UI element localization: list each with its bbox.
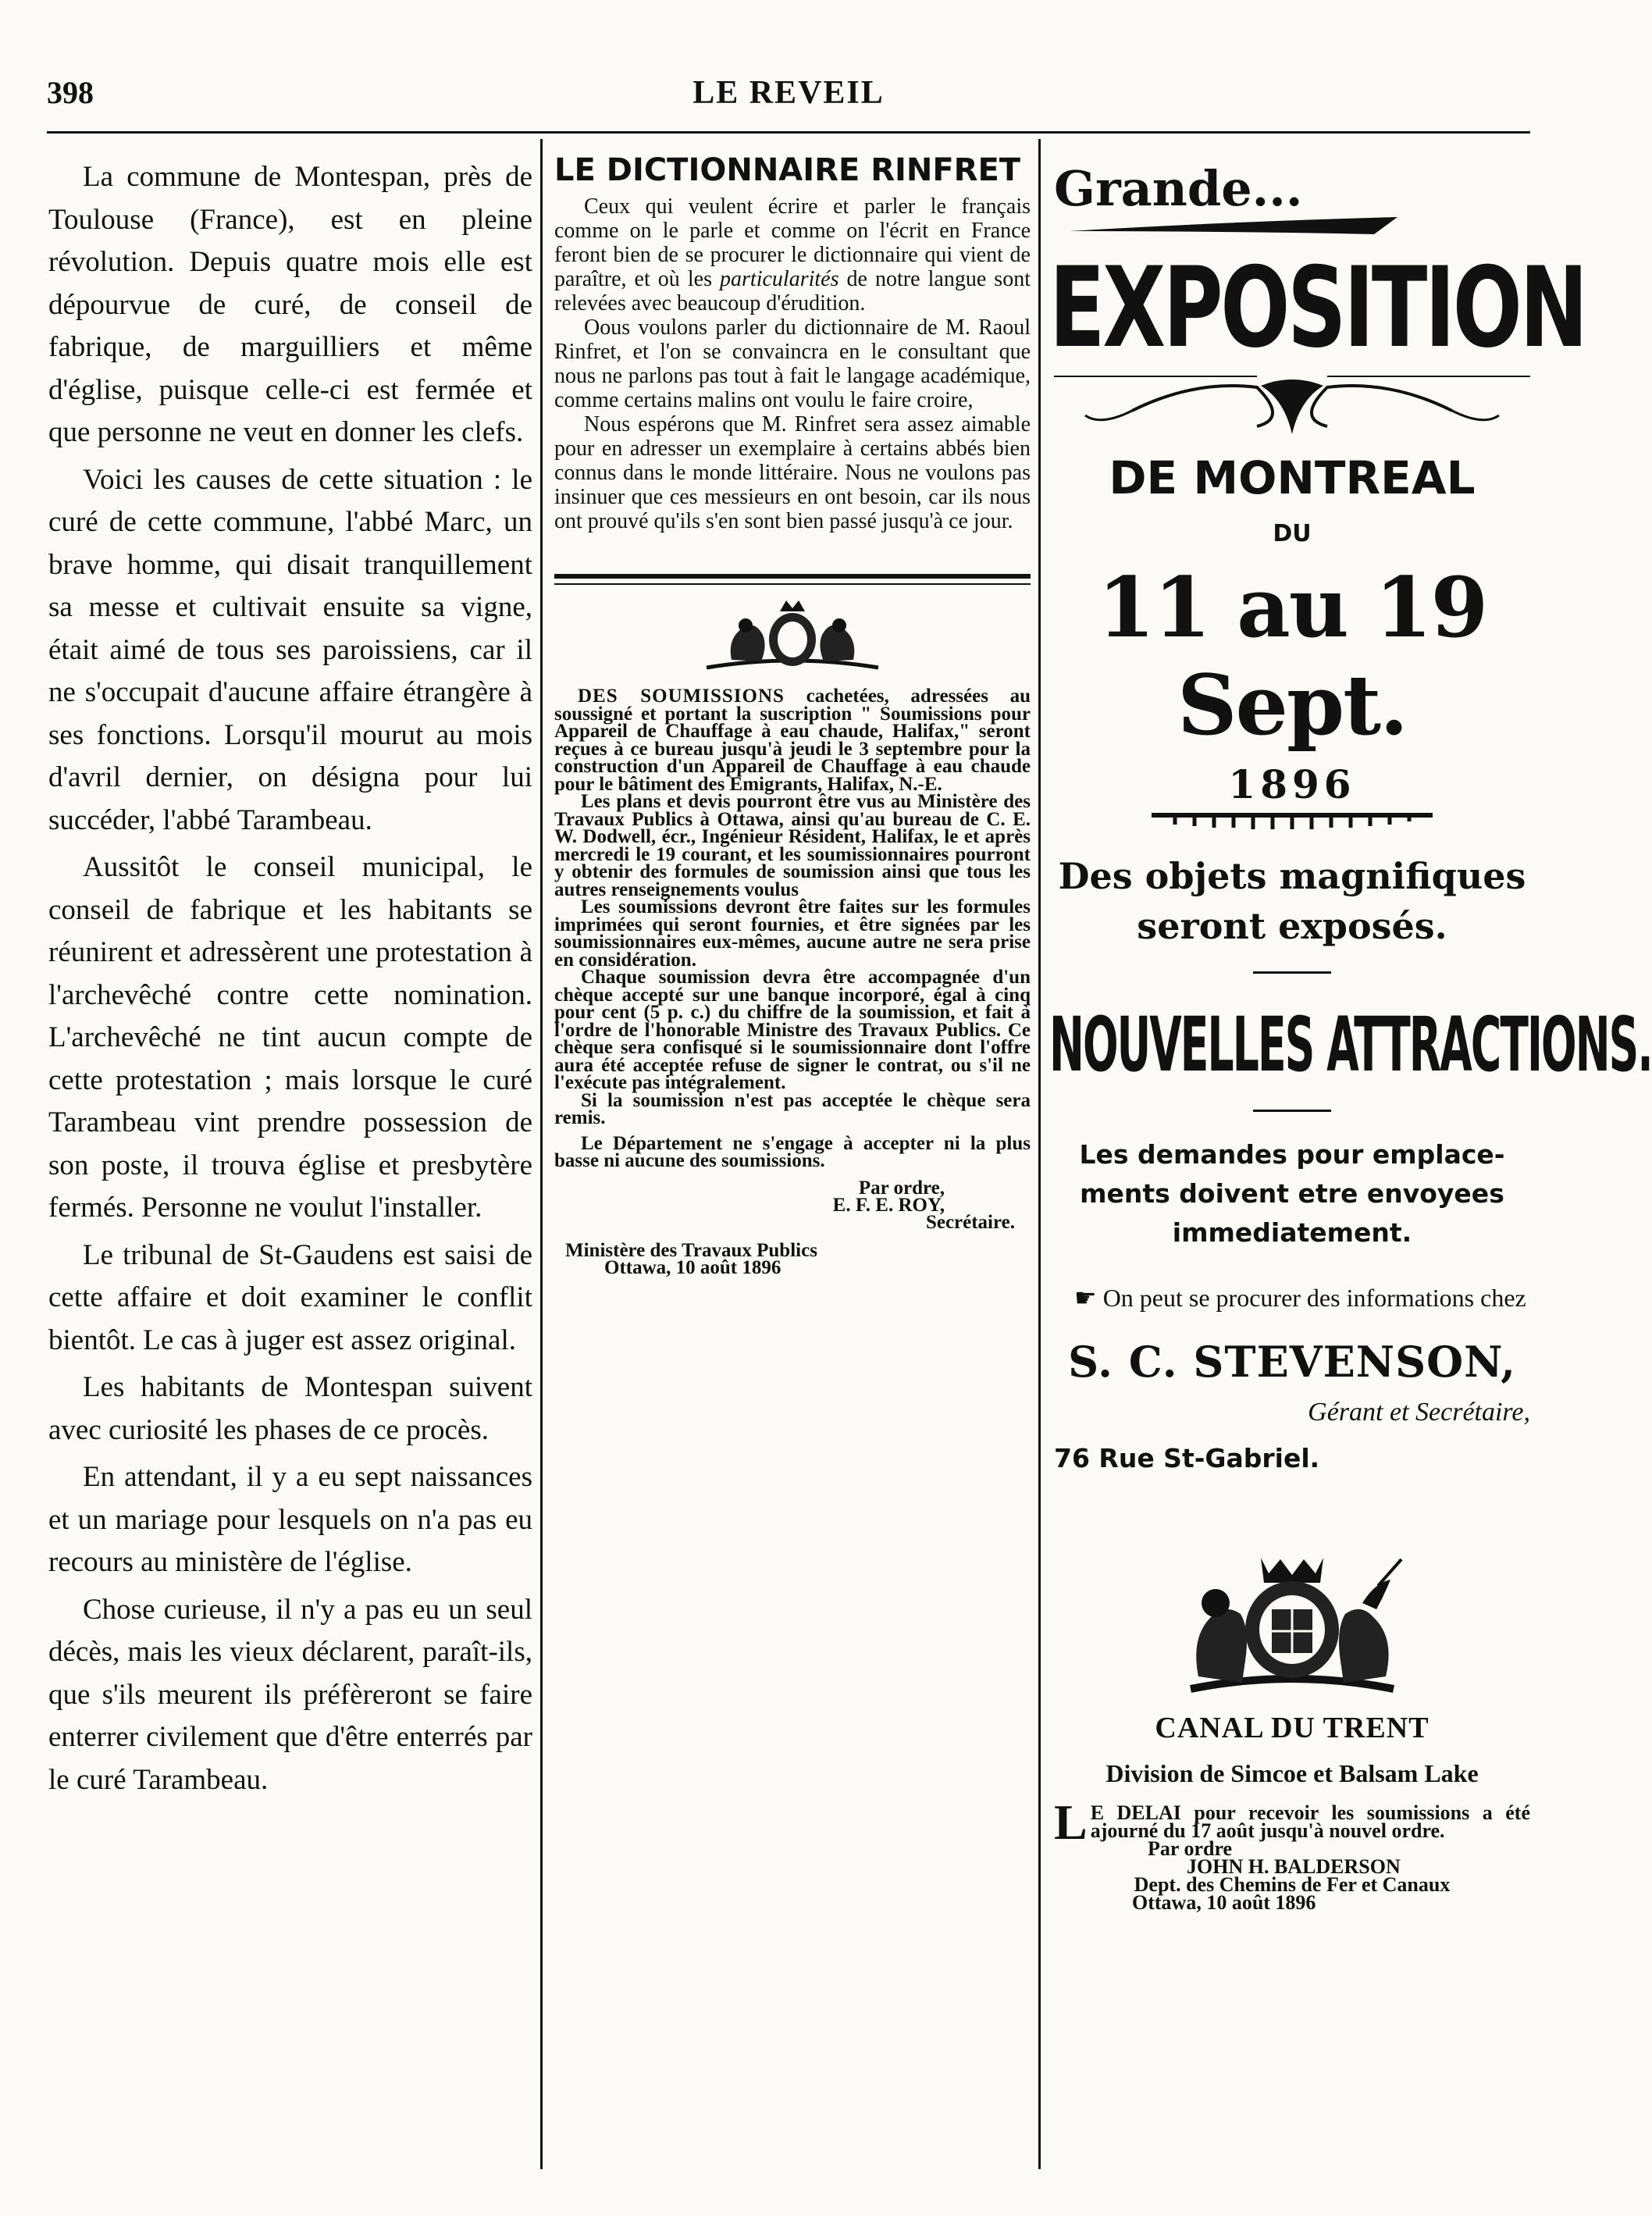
ad-objets [1054, 851, 1530, 951]
paragraph: Aussitôt le conseil municipal, le conseil de fabrique et les habitants se réunirent et adressèrent une protestation à l'archevêché contre cette nomination. L'archevêché ne tint aucun compte de cette protestation ; mais lorsque le curé Tarambeau vint prendre possession de son poste, il trouva église et presbytère fermés. Personne ne voulut l'installer. [48, 851, 532, 1224]
location-block [554, 1239, 1031, 1278]
text-run: Ceux qui veulent écrire et parler le français comme on le parle et comme on l'écrit en France feront bien de se procurer le dictionnaire qui vient de paraître, et où les [554, 194, 1031, 291]
ad-grande: Grande... [1054, 160, 1303, 217]
ad-info: ☛ On peut se procurer des informations chez [1074, 1284, 1526, 1312]
paragraph: Le Département ne s'engage à accepter ni la plus basse ni aucune des soumissions. [554, 1132, 1031, 1171]
ad-year: 1896 [1228, 761, 1356, 807]
ad-exposition: EXPOSITION [1049, 244, 1586, 372]
column-two [554, 152, 1031, 1277]
paragraph: Les plans et devis pourront être vus au Ministère des Travaux Publics à Ottawa, ainsi qu'au bureau de C. E. W. Dodwell, écr., Ingénieur Résident, Halifax, le et après mercredi le 19 courant, et les soumissionnaires pourront y obtenir des formules de soumission ainsi que tous les autres renseignements voulus [554, 791, 1031, 900]
royal-arms-icon [1175, 1552, 1409, 1700]
header-rule [47, 131, 1530, 134]
ad-nouvelles-attractions: NOUVELLES ATTRACTIONS. [1049, 1001, 1652, 1088]
column-divider-1 [540, 139, 543, 2169]
paragraph [554, 194, 1031, 315]
ad-demandes-line: Les demandes pour emplace- [1079, 1139, 1505, 1170]
paragraph: La commune de Montespan, près de Toulouse (France), est en pleine révolution. Depuis quatre mois elle est dépourvue de curé, de conseil de fabrique, de marguilliers et même d'église, puisque celle-ci est fermée et que personne ne veut en donner les clefs. [48, 161, 532, 448]
ad-demandes [1054, 1135, 1530, 1252]
running-head: LE REVEIL [692, 75, 885, 111]
ad-stevenson: S. C. STEVENSON, [1068, 1337, 1516, 1387]
paragraph [554, 688, 1031, 793]
paragraph: Oous voulons parler du dictionnaire de M. Raoul Rinfret, et l'on se convaincra en le consultant que nous ne parlons pas tout à fait le langage académique, comme certains malins ont voulu le faire croire, [554, 315, 1031, 412]
canal-signature [1054, 1837, 1530, 1914]
ad-gerant: Gérant et Secrétaire, [1308, 1398, 1530, 1427]
ad-demandes-line: immediatement. [1172, 1217, 1412, 1248]
paragraph: Les habitants de Montespan suivent avec curiosité les phases de ce procès. [48, 1371, 532, 1446]
canal-dept: Dept. des Chemins de Fer et Canaux [1134, 1873, 1451, 1896]
canal-notice-text: E DELAI pour recevoir les soumissions a été ajourné du 17 août jusqu'à nouvel ordre. [1090, 1801, 1530, 1842]
page-number: 398 [47, 75, 94, 110]
paragraph: Nous espérons que M. Rinfret sera assez aimable pour en adresser un exemplaire à certains abbés bien connus dans le monde littéraire. Nous ne voulons pas insinuer que ces messieurs en ont besoin, car ils nous ont prouvé qu'ils s'en sont bien passé jusqu'à ce jour. [554, 412, 1031, 533]
paragraph: Voici les causes de cette situation : le curé de cette commune, l'abbé Marc, un brave homme, qui disait tranquillement sa messe et cultivait ensuite sa vigne, était aimé de tous ses paroissiens, car il ne s'occupait d'aucune affaire étrangère à ses fonctions. Lorsqu'il mourut au mois d'avril dernier, on désigna pour lui succéder, l'abbé Tarambeau. [48, 463, 532, 836]
canal-name: JOHN H. BALDERSON [1187, 1855, 1401, 1878]
text-run: cachetées, adressées au soussigné et portant la suscription " Soumissions pour Appareil de Chauffage à eau chaude, Halifax," seront reçues à ce bureau jusqu'à jeudi le 3 septembre pour la construction d'un Appareil de Chauffage à eau chaude pour le bâtiment des Emigrants, Halifax, N.-E. [554, 686, 1031, 795]
tender-notice [554, 688, 1031, 1170]
signature-title: Secrétaire. [925, 1211, 1015, 1233]
paragraph: Chose curieuse, il n'y a pas eu un seul décès, mais les vieux déclarent, paraît-ils, que s'ils meurent ils préfèreront se faire enterrer civilement que d'être enterrés par le curé Tarambeau. [48, 1593, 532, 1796]
italic-run: particularités [720, 267, 839, 291]
signature-name: E. F. E. ROY, [832, 1194, 945, 1216]
ad-montreal: DE MONTREAL [1109, 451, 1476, 504]
fringe-ornament-icon [1152, 811, 1433, 831]
double-rule-thin [554, 583, 1031, 585]
article-montespan [48, 156, 532, 1806]
location-line: Ministère des Travaux Publics [565, 1239, 817, 1261]
ad-demandes-line: ments doivent etre envoyees [1080, 1178, 1504, 1209]
lead-caps: DES SOUMISSIONS [578, 686, 785, 707]
paragraph: Le tribunal de St-Gaudens est saisi de cette affaire et doit examiner le conflit bientôt. Le cas à juger est assez original. [48, 1238, 532, 1356]
canal-title: CANAL DU TRENT [1155, 1712, 1429, 1744]
article-title: LE DICTIONNAIRE RINFRET [554, 152, 1021, 188]
paragraph: Si la soumission n'est pas acceptée le chèque sera remis. [554, 1089, 1031, 1128]
canal-division: Division de Simcoe et Balsam Lake [1105, 1759, 1479, 1787]
short-rule [1253, 1110, 1331, 1112]
page-header [47, 74, 1530, 121]
ad-objets-line: Des objets magnifiques [1058, 855, 1526, 897]
royal-arms-small-icon [699, 596, 886, 674]
scroll-ornament-icon [1054, 372, 1530, 442]
double-rule [554, 574, 1031, 579]
drop-cap: L [1054, 1794, 1088, 1850]
signature-line: Par ordre, [858, 1177, 945, 1199]
ad-dates: 11 au 19 Sept. [1097, 558, 1487, 754]
column-three [1049, 152, 1652, 1914]
canal-date: Ottawa, 10 août 1896 [1132, 1891, 1316, 1914]
paragraph: En attendant, il y a eu sept naissances et un mariage pour lesquels on n'a pas eu recours au ministère de l'église. [48, 1461, 532, 1578]
location-date: Ottawa, 10 août 1896 [604, 1256, 781, 1278]
paragraph: Les soumissions devront être faites sur les formules imprimées qui seront fournies, et être signées par les soumissionnaires eux-mêmes, aucune autre ne sera prise en considération. [554, 896, 1031, 971]
swash-ornament-icon [1070, 214, 1397, 237]
signature-block [554, 1177, 1031, 1233]
ad-du: DU [1273, 520, 1312, 547]
canal-par-ordre: Par ordre [1148, 1837, 1233, 1860]
text-run: de notre langue sont relevées avec beaucoup d'érudition. [554, 267, 1031, 315]
short-rule [1253, 971, 1331, 974]
column-divider-2 [1038, 139, 1041, 2169]
ad-address: 76 Rue St-Gabriel. [1054, 1443, 1320, 1473]
paragraph: Chaque soumission devra être accompagnée d'un chèque accepté sur une banque incorporé, égal à cinq pour cent (5 p. c.) du chiffre de la soumission, et fait à l'ordre de l'honorable Ministre des Travaux Publics. Ce chèque sera confisqué si le soumissionnaire dont l'offre aura été acceptée refuse de signer le contrat, ou s'il ne l'exécute pas intégralement. [554, 967, 1031, 1093]
ad-objets-line: seront exposés. [1137, 905, 1447, 947]
